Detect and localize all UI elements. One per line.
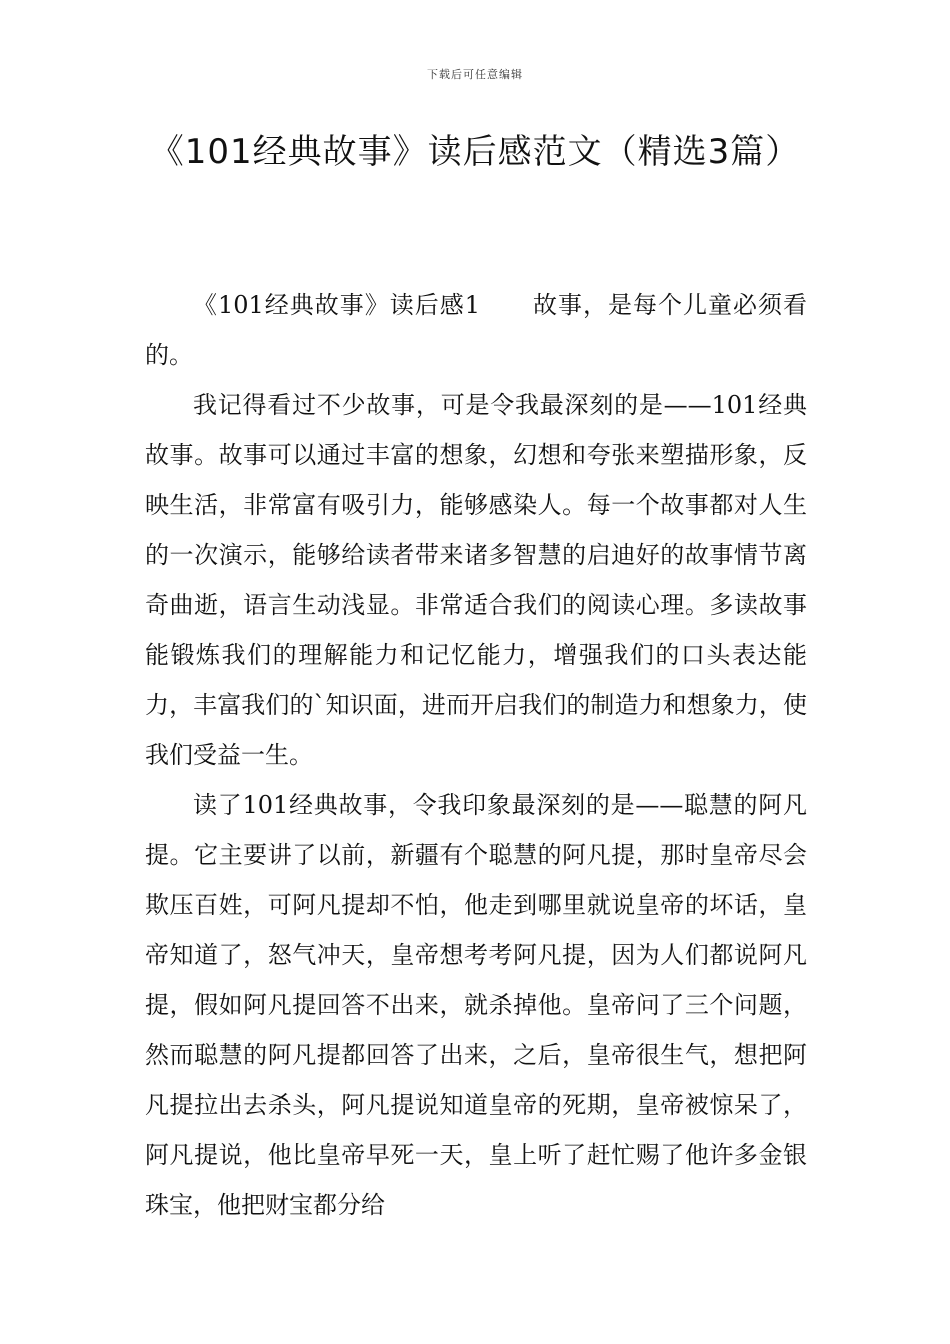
header-note: 下载后可任意编辑 — [427, 68, 523, 81]
document-title: 《101经典故事》读后感范文（精选3篇） — [149, 132, 801, 172]
paragraph-1-text: 故事，是每个儿童必须看的。 — [145, 291, 808, 369]
paragraph-1 — [145, 280, 807, 380]
paragraph-3: 读了101经典故事，令我印象最深刻的是——聪慧的阿凡提。它主要讲了以前，新疆有个聪慧的阿凡提，那时皇帝尽会欺压百姓，可阿凡提却不怕，他走到哪里就说皇帝的坏话，皇帝知道了，怒气冲天，皇帝想考考阿凡提，因为人们都说阿凡提，假如阿凡提回答不出来，就杀掉他。皇帝问了三个问题，然而聪慧的阿凡提都回答了出来，之后，皇帝很生气，想把阿凡提拉出去杀头，阿凡提说知道皇帝的死期，皇帝被惊呆了，阿凡提说，他比皇帝早死一天，皇上听了赶忙赐了他许多金银珠宝，他把财宝都分给 — [145, 791, 807, 1219]
section-heading: 《101经典故事》读后感1 — [193, 291, 481, 319]
paragraph-2: 我记得看过不少故事，可是令我最深刻的是——101经典故事。故事可以通过丰富的想象，幻想和夸张来塑描形象，反映生活，非常富有吸引力，能够感染人。每一个故事都对人生的一次演示，能够给读者带来诸多智慧的启迪好的故事情节离奇曲逝，语言生动浅显。非常适合我们的阅读心理。多读故事能锻炼我们的理解能力和记忆能力，增强我们的口头表达能力，丰富我们的`知识面，进而开启我们的制造力和想象力，使我们受益一生。 — [145, 391, 807, 769]
document-body — [145, 280, 807, 1230]
